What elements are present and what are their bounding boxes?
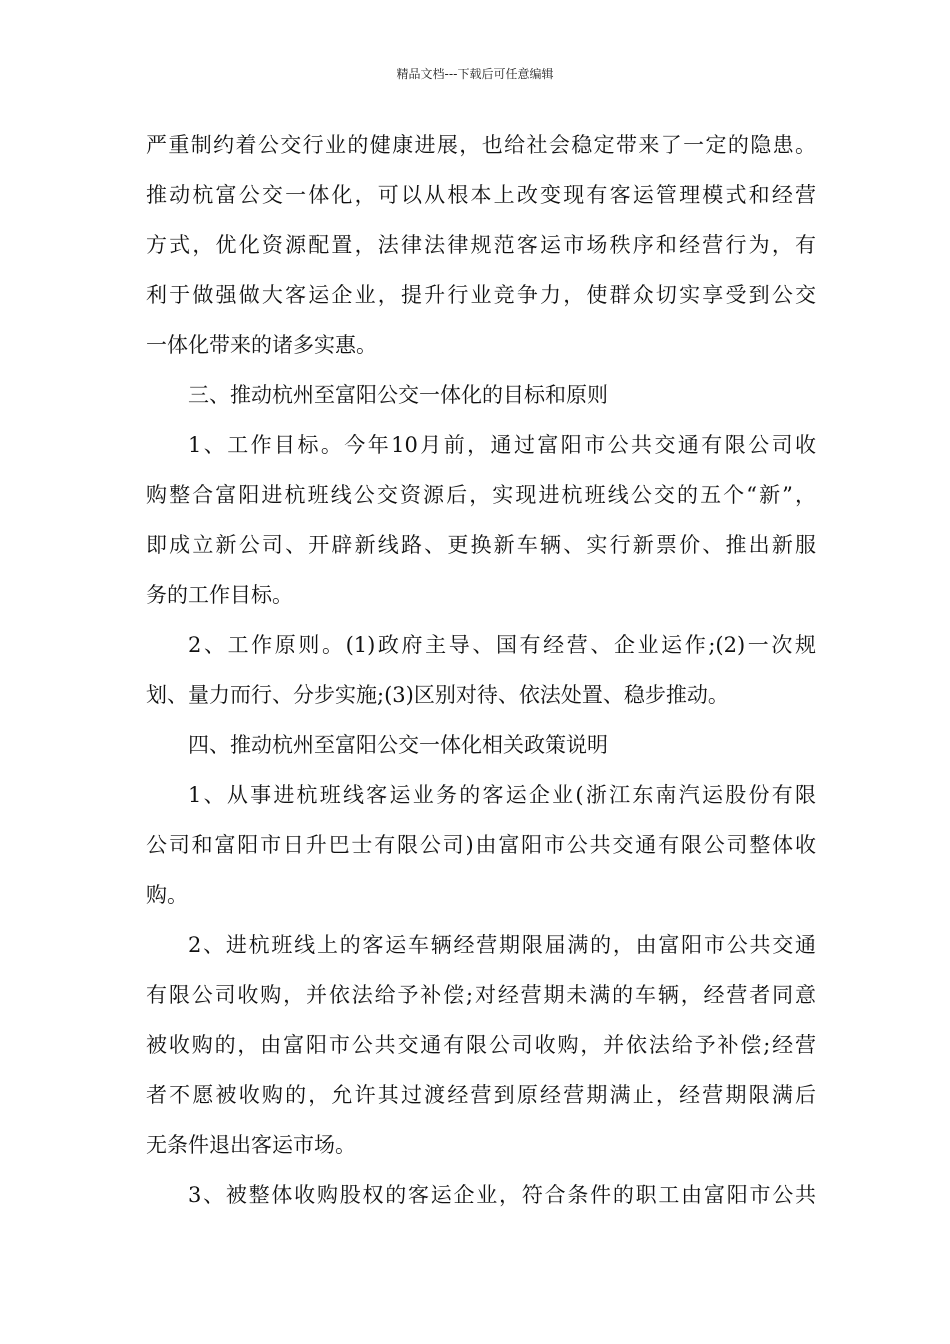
- body-line: 一体化带来的诸多实惠。: [146, 333, 377, 357]
- body-line: 利于做强做大客运企业，提升行业竞争力，使群众切实享受到公交: [146, 283, 816, 307]
- body-line: 购。: [146, 883, 188, 907]
- body-line: 被收购的，由富阳市公共交通有限公司收购，并依法给予补偿;经营: [146, 1033, 816, 1057]
- body-line: 者不愿被收购的，允许其过渡经营到原经营期满止，经营期限满后: [146, 1083, 816, 1107]
- body-line: 无条件退出客运市场。: [146, 1133, 356, 1157]
- body-line: 1、从事进杭班线客运业务的客运企业(浙江东南汽运股份有限: [188, 783, 816, 807]
- document-body: [146, 130, 816, 1230]
- body-line: 有限公司收购，并依法给予补偿;对经营期未满的车辆，经营者同意: [146, 983, 816, 1007]
- page-header: 精品文档---下载后可任意编辑: [396, 67, 554, 81]
- section-heading: 四、推动杭州至富阳公交一体化相关政策说明: [188, 733, 608, 757]
- body-line: 公司和富阳市日升巴士有限公司)由富阳市公共交通有限公司整体收: [146, 833, 816, 857]
- body-line: 1、工作目标。今年10月前，通过富阳市公共交通有限公司收: [188, 433, 816, 457]
- body-line: 2、工作原则。(1)政府主导、国有经营、企业运作;(2)一次规: [188, 633, 816, 657]
- body-line: 购整合富阳进杭班线公交资源后，实现进杭班线公交的五个“新”，: [146, 483, 816, 507]
- body-line: 推动杭富公交一体化，可以从根本上改变现有客运管理模式和经营: [146, 183, 816, 207]
- body-line: 即成立新公司、开辟新线路、更换新车辆、实行新票价、推出新服: [146, 533, 816, 557]
- section-heading: 三、推动杭州至富阳公交一体化的目标和原则: [188, 383, 608, 407]
- body-line: 方式，优化资源配置，法律法律规范客运市场秩序和经营行为，有: [146, 233, 816, 257]
- body-line: 严重制约着公交行业的健康进展，也给社会稳定带来了一定的隐患。: [146, 133, 816, 157]
- body-line: 2、进杭班线上的客运车辆经营期限届满的，由富阳市公共交通: [188, 933, 816, 957]
- body-line: 划、量力而行、分步实施;(3)区别对待、依法处置、稳步推动。: [146, 683, 729, 707]
- body-line: 务的工作目标。: [146, 583, 293, 607]
- body-line: 3、被整体收购股权的客运企业，符合条件的职工由富阳市公共: [188, 1183, 816, 1207]
